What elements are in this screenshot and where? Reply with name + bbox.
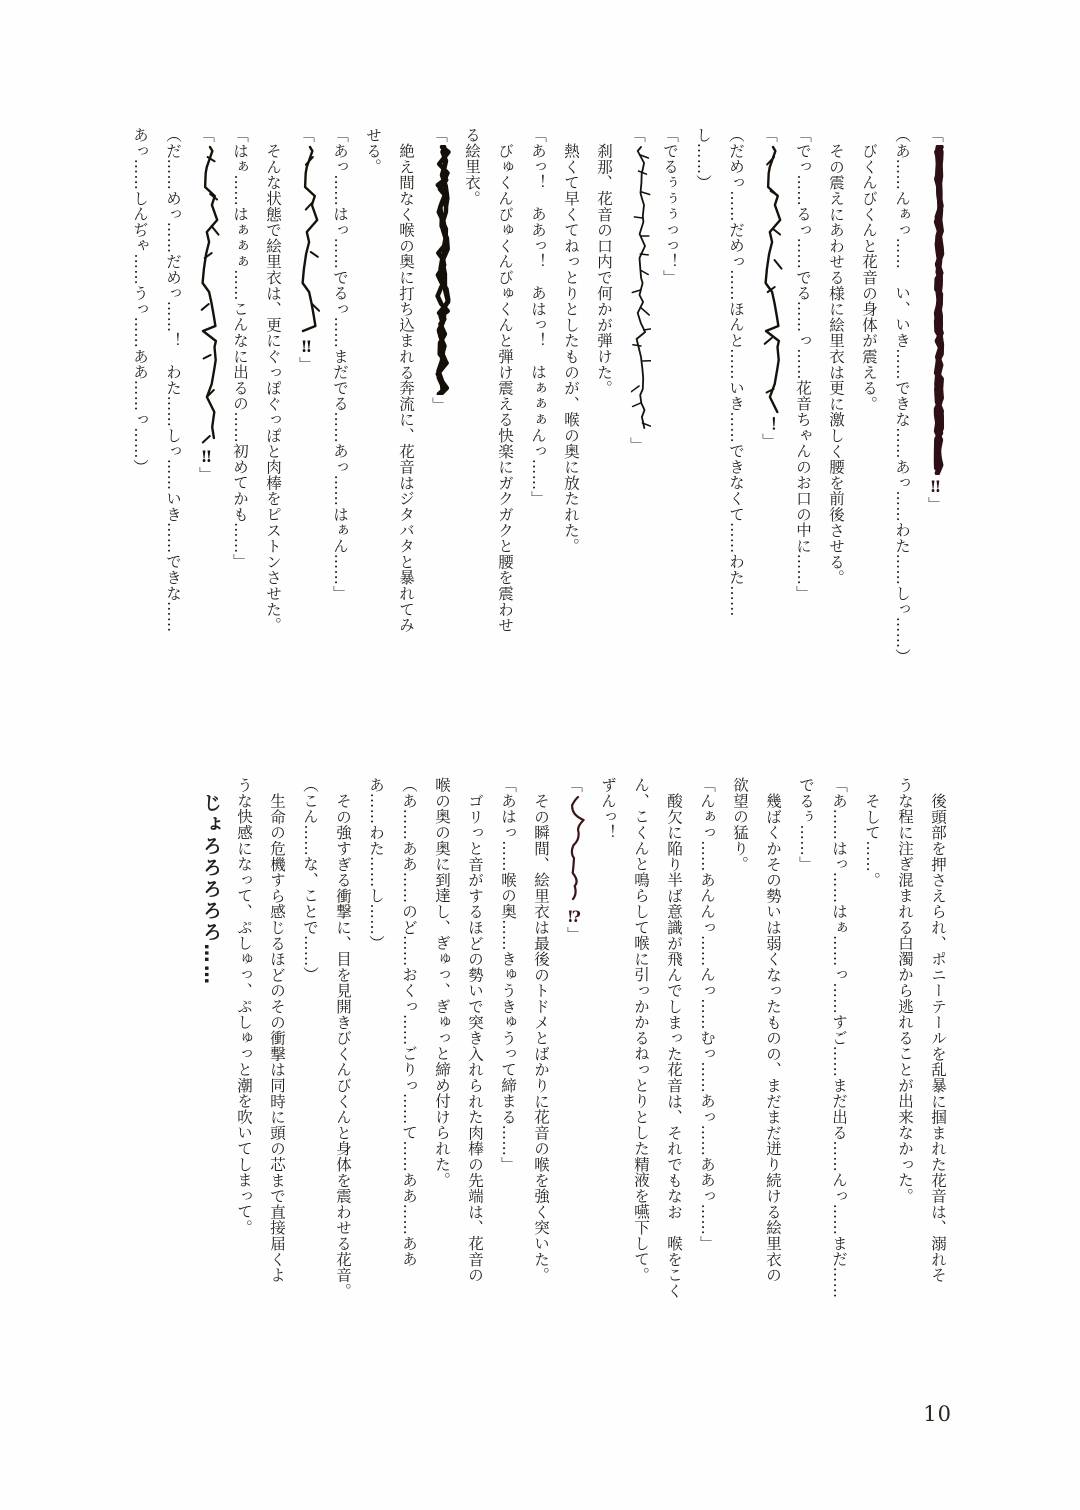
handwritten-scrawl [433,145,453,395]
scribble-open-bracket: 「 [628,127,646,143]
text-column: 「あっ……はっ……でるっ……まだでる……あっ……はぁん……」 [331,127,349,601]
handwritten-scrawl [568,795,588,905]
handwritten-scrawl [929,145,949,475]
sfx-column: じょろろろろろ…… [200,793,222,987]
scribble-column [189,127,223,675]
scribble-open-bracket: 「 [430,127,448,143]
text-column: 「でるぅぅぅっっ！」 [661,127,679,285]
text-column: ん、こくんと鳴らして喉に引っかかるねっとりとした精液を嚥下して。 [632,777,650,1283]
scribble-column [422,127,455,675]
text-column: 「あはっ……喉の奥……きゅうきゅうって締まる……」 [499,777,517,1172]
text-column: うな程に注ぎ混まれる白濁から逃れることが出来なかった。 [896,777,914,1204]
scribble-close-bracket: 」 [430,396,448,413]
scribble-column [918,127,952,675]
text-column: る絵里衣。 [463,127,481,206]
scribble-open-bracket: 「 [760,127,778,143]
text-column: し……） [694,127,712,191]
text-column: そんな状態で絵里衣は、更にぐっぽぐっぽと肉棒をピストンさせた。 [264,143,282,633]
scribble-close-bracket: 」 [297,356,315,372]
exclamation-mark: ‼ [197,446,216,467]
text-column: あっ……しんぢゃ……うっ……ああ……っ……） [131,127,149,475]
handwritten-scrawl [631,145,651,435]
text-column: 「んぁっ……あんんっ……んっ……むっ……あっ……ああっ……」 [698,777,716,1251]
scribble-column [752,127,786,675]
scribble-column [557,777,591,1325]
scribble-close-bracket: 」 [197,466,215,482]
text-column: びゅくんびゅくんびゅくんと弾け震える快楽にガクガクと腰を震わせ [496,143,514,633]
exclamation-mark: ！ [760,416,779,433]
text-column: 「あ……はっ……はぁ……っ……すご……まだ出る……んっ……まだ…… [830,777,848,1299]
text-column: （だめっ……だめっ……ほんと……いき……できなくて……わた…… [727,127,745,617]
scribble-open-bracket: 「 [565,777,583,793]
text-column: 「はぁ……はぁぁぁ……こんなに出るの……初めてかも……」 [231,127,249,570]
text-column: そして……。 [863,793,881,888]
text-column: 幾ばくかその勢いは弱くなったものの、まだまだ迸り続ける絵里衣の [764,793,782,1283]
text-column: 喉の奥の奥に到達し、ぎゅっ、ぎゅっと締め付けられた。 [433,777,451,1188]
text-column: 後頭部を押さえられ、ポニーテールを乱暴に掴まれた花音は、溺れそ [929,793,947,1283]
text-column: 「あっ！ ああっ！ あはっ！ はぁぁぁんっ……」 [529,127,547,507]
text-column: （あ……んぁっ…… い、いき……できな……あっ……わた……しっ……） [893,127,911,665]
text-column: （あ……ああ……のど……おくっ……ごりっ……て……ああ……ああ [400,777,418,1267]
text-column: 熱くて早くてねっとりとしたものが、喉の奥に放たれた。 [562,143,580,554]
text-column: ゴリっと音がするほどの勢いで突き入れられた肉棒の先端は、花音の [466,793,484,1283]
text-column: 刹那、花音の口内で何かが弾けた。 [595,143,613,396]
scribble-close-bracket: 」 [628,436,646,453]
text-column: せる。 [364,127,382,175]
top-text-block [123,127,952,675]
text-column: 絶え間なく喉の奥に打ち込まれる奔流に、花音はジタバタと暴れてみ [397,143,415,633]
text-column: その震えにあわせる様に絵里衣は更に激しく腰を前後させる。 [827,143,845,586]
scribble-close-bracket: 」 [760,432,778,449]
page-number: 10 [923,1402,952,1426]
text-column: 欲望の猛り。 [731,777,749,872]
text-column: でるぅ……」 [797,777,815,872]
text-column: ずんっ！ [599,777,617,841]
scribble-close-bracket: 」 [565,926,583,942]
scribble-column [289,127,323,675]
scribble-open-bracket: 「 [297,127,315,143]
text-column: あ……わた……し……） [367,777,385,951]
text-column: 「でっ……るっ……でる……っ……花音ちゃんのお口の中に……」 [794,127,812,601]
exclamation-mark: ‼ [926,476,945,497]
exclamation-mark: ‼ [297,336,316,357]
exclamation-mark: ⁉ [565,906,584,927]
bottom-text-block [194,777,954,1325]
text-column: その強すぎる衝撃に、目を見開きびくんびくんと身体を震わせる花音。 [334,793,352,1299]
scribble-close-bracket: 」 [926,496,944,512]
scribble-open-bracket: 「 [926,127,944,143]
handwritten-scrawl [200,145,220,445]
scribble-column [620,127,653,675]
handwritten-scrawl [763,145,783,415]
text-column: （こん……な、ことで……） [301,777,319,983]
handwritten-scrawl [300,145,320,335]
scribble-open-bracket: 「 [197,127,215,143]
text-column: びくんびくんと花音の身体が震える。 [860,143,878,412]
text-column: その瞬間、絵里衣は最後のトドメとばかりに花音の喉を強く突いた。 [532,793,550,1283]
text-column: （だ……めっ……だめっ……！ わた……しっ……いき……できな…… [164,127,182,633]
text-column: 生命の危機すら感じるほどのその衝撃は同時に頭の芯まで直接届くよ [268,793,286,1283]
text-column: うな快感になって、ぷしゅっ、ぷしゅっと潮を吹いてしまって。 [235,777,253,1236]
text-column: 酸欠に陥り半ば意識が飛んでしまった花音は、それでもなお 喉をこく [665,793,683,1299]
